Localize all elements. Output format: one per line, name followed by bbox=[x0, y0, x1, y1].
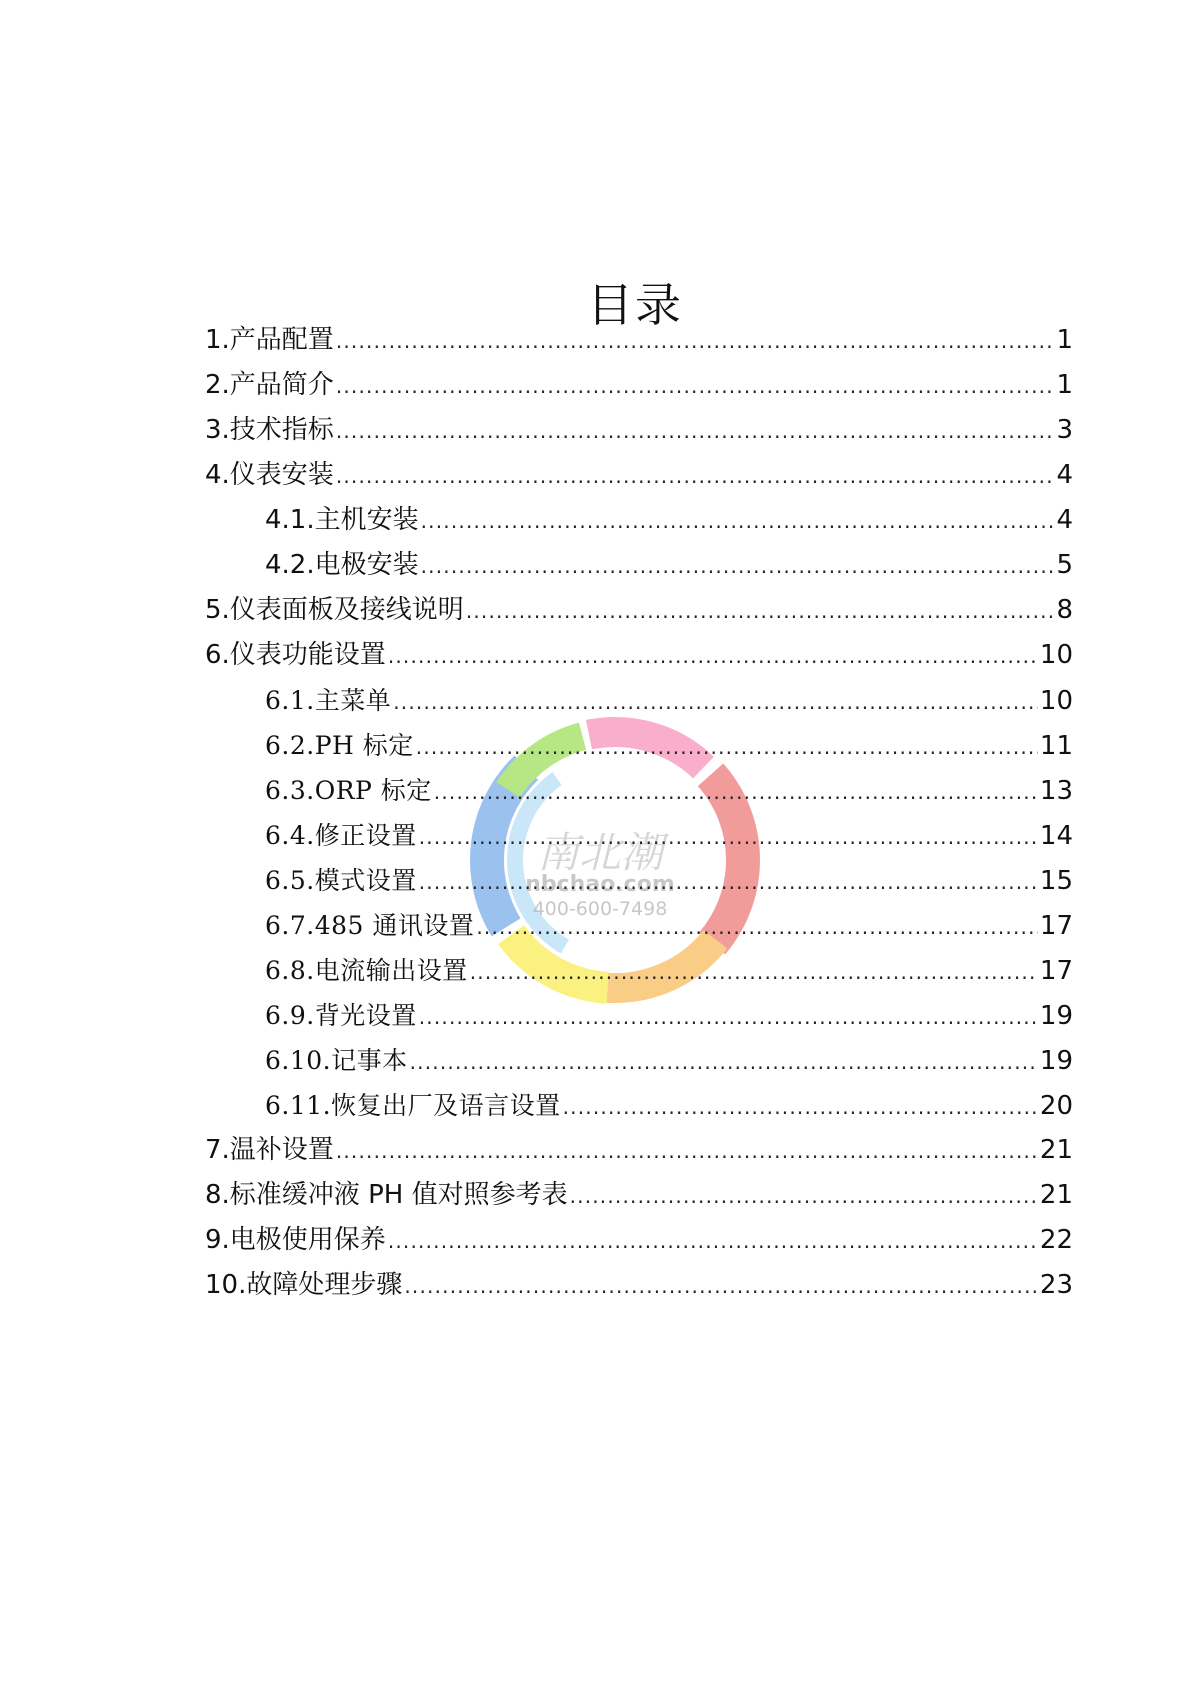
toc-entry-page-number: 11 bbox=[1039, 731, 1073, 761]
toc-entry[interactable] bbox=[205, 678, 1073, 723]
toc-entry-label: 6.1.主菜单 bbox=[265, 686, 392, 715]
toc-entry[interactable] bbox=[205, 363, 1073, 408]
toc-entry[interactable] bbox=[205, 543, 1073, 588]
toc-entry-page-number: 14 bbox=[1039, 821, 1073, 851]
toc-entry-label: 5.仪表面板及接线说明 bbox=[205, 595, 464, 625]
toc-leader-dots bbox=[421, 498, 1055, 544]
toc-leader-dots bbox=[421, 543, 1055, 589]
toc-entry-label: 6.7.485 通讯设置 bbox=[265, 911, 475, 940]
toc-entry-label: 6.2.PH 标定 bbox=[265, 731, 414, 760]
toc-entry-page-number: 13 bbox=[1039, 776, 1073, 806]
toc-entry[interactable] bbox=[205, 723, 1073, 768]
toc-entry-label: 8.标准缓冲液 PH 值对照参考表 bbox=[205, 1180, 568, 1210]
toc-entry-page-number: 23 bbox=[1039, 1270, 1073, 1300]
toc-entry-page-number: 21 bbox=[1039, 1180, 1073, 1210]
toc-entry-label: 6.4.修正设置 bbox=[265, 821, 417, 850]
toc-entry-page-number: 4 bbox=[1056, 505, 1073, 535]
toc-entry[interactable] bbox=[205, 1173, 1073, 1218]
page-title: 目录 bbox=[587, 277, 683, 332]
toc-entry[interactable] bbox=[205, 453, 1073, 498]
toc-entry-label: 4.1.主机安装 bbox=[265, 505, 419, 535]
toc-entry-label: 7.温补设置 bbox=[205, 1135, 334, 1165]
toc-entry[interactable] bbox=[205, 408, 1073, 453]
toc-leader-dots bbox=[466, 588, 1055, 634]
toc-entry-page-number: 8 bbox=[1056, 595, 1073, 625]
toc-entry-label: 6.5.模式设置 bbox=[265, 866, 417, 895]
toc-entry-label: 6.11.恢复出厂及语言设置 bbox=[265, 1091, 561, 1120]
toc-leader-dots bbox=[388, 1218, 1038, 1264]
toc-entry-page-number: 17 bbox=[1039, 911, 1073, 941]
toc-entry[interactable] bbox=[205, 993, 1073, 1038]
toc-leader-dots bbox=[336, 318, 1055, 364]
toc-leader-dots bbox=[336, 453, 1055, 499]
toc-entry-label: 10.故障处理步骤 bbox=[205, 1270, 403, 1300]
toc-entry-label: 6.10.记事本 bbox=[265, 1046, 408, 1075]
toc-entry[interactable] bbox=[205, 498, 1073, 543]
toc-leader-dots bbox=[410, 1039, 1038, 1085]
toc-entry-label: 4.2.电极安装 bbox=[265, 550, 419, 580]
toc-leader-dots bbox=[336, 1128, 1038, 1174]
toc-entry[interactable] bbox=[205, 1263, 1073, 1308]
toc-leader-dots bbox=[336, 408, 1055, 454]
toc-entry[interactable] bbox=[205, 1128, 1073, 1173]
toc-entry[interactable] bbox=[205, 903, 1073, 948]
toc-entry[interactable] bbox=[205, 858, 1073, 903]
toc-entry-page-number: 1 bbox=[1056, 325, 1073, 355]
toc-leader-dots bbox=[404, 1263, 1038, 1309]
toc-entry-label: 6.9.背光设置 bbox=[265, 1001, 417, 1030]
toc-leader-dots bbox=[476, 904, 1038, 950]
toc-entry-page-number: 17 bbox=[1039, 956, 1073, 986]
toc-leader-dots bbox=[416, 724, 1038, 770]
toc-entry-page-number: 10 bbox=[1039, 686, 1073, 716]
toc-entry-label: 2.产品简介 bbox=[205, 370, 334, 400]
toc-entry-label: 4.仪表安装 bbox=[205, 460, 334, 490]
toc-leader-dots bbox=[393, 679, 1038, 725]
toc-entry[interactable] bbox=[205, 948, 1073, 993]
toc-entry-page-number: 15 bbox=[1039, 866, 1073, 896]
toc-entry[interactable] bbox=[205, 768, 1073, 813]
toc-entry[interactable] bbox=[205, 318, 1073, 363]
toc-entry-label: 9.电极使用保养 bbox=[205, 1225, 386, 1255]
toc-leader-dots bbox=[388, 633, 1038, 679]
toc-entry[interactable] bbox=[205, 813, 1073, 858]
toc-leader-dots bbox=[419, 814, 1038, 860]
table-of-contents bbox=[205, 318, 1073, 1308]
toc-entry-label: 6.3.ORP 标定 bbox=[265, 776, 432, 805]
toc-entry[interactable] bbox=[205, 1083, 1073, 1128]
toc-leader-dots bbox=[434, 769, 1038, 815]
toc-leader-dots bbox=[470, 949, 1038, 995]
toc-leader-dots bbox=[570, 1173, 1038, 1219]
toc-entry-page-number: 20 bbox=[1039, 1091, 1073, 1121]
toc-entry-label: 6.8.电流输出设置 bbox=[265, 956, 468, 985]
toc-entry-page-number: 22 bbox=[1039, 1225, 1073, 1255]
toc-leader-dots bbox=[419, 994, 1038, 1040]
toc-entry-label: 1.产品配置 bbox=[205, 325, 334, 355]
toc-entry-page-number: 4 bbox=[1056, 460, 1073, 490]
toc-entry[interactable] bbox=[205, 633, 1073, 678]
toc-leader-dots bbox=[419, 859, 1038, 905]
watermark-brand: 南北潮 bbox=[536, 828, 663, 877]
toc-leader-dots bbox=[336, 363, 1055, 409]
toc-entry[interactable] bbox=[205, 588, 1073, 633]
watermark-domain: nbchao.com bbox=[525, 872, 675, 897]
toc-entry-page-number: 21 bbox=[1039, 1135, 1073, 1165]
toc-entry[interactable] bbox=[205, 1218, 1073, 1263]
toc-entry-page-number: 3 bbox=[1056, 415, 1073, 445]
watermark-phone: 400-600-7498 bbox=[532, 898, 668, 920]
toc-leader-dots bbox=[563, 1084, 1038, 1130]
toc-entry-page-number: 19 bbox=[1039, 1001, 1073, 1031]
toc-entry-label: 3.技术指标 bbox=[205, 415, 334, 445]
toc-entry[interactable] bbox=[205, 1038, 1073, 1083]
toc-entry-page-number: 5 bbox=[1056, 550, 1073, 580]
toc-entry-page-number: 19 bbox=[1039, 1046, 1073, 1076]
toc-entry-page-number: 10 bbox=[1039, 640, 1073, 670]
toc-entry-page-number: 1 bbox=[1056, 370, 1073, 400]
toc-entry-label: 6.仪表功能设置 bbox=[205, 640, 386, 670]
